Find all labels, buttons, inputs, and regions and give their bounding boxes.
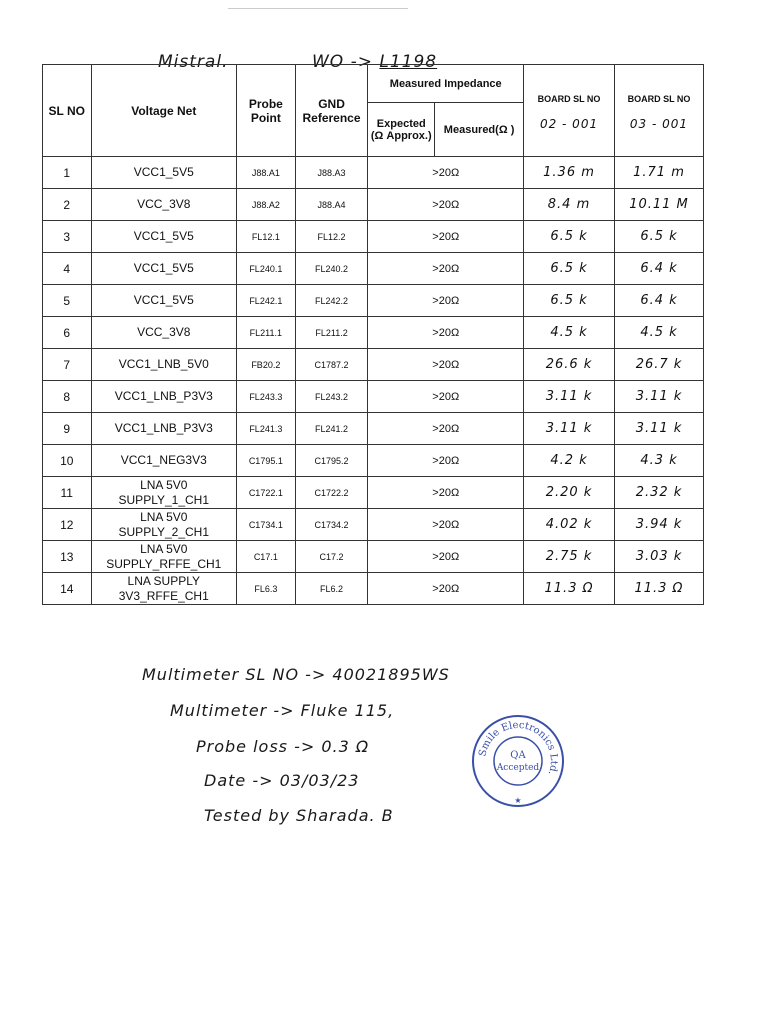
voltage-net-cell: VCC1_NEG3V3 — [91, 445, 237, 477]
table-row — [43, 381, 704, 413]
expected-cell: >20Ω — [368, 221, 524, 253]
probe-point-cell: FL242.1 — [237, 285, 296, 317]
expected-cell: >20Ω — [368, 445, 524, 477]
table-row — [43, 221, 704, 253]
voltage-net-cell: VCC1_5V5 — [91, 221, 237, 253]
header-sl-no: SL NO — [43, 65, 92, 157]
stamp-ring-text: Smile Electronics Ltd. — [477, 719, 560, 777]
voltage-net-cell: VCC1_LNB_P3V3 — [91, 413, 237, 445]
work-order-label: WO -> — [312, 52, 373, 72]
voltage-net-line-2: SUPPLY_RFFE_CH1 — [106, 556, 222, 571]
voltage-net-cell: VCC1_5V5 — [91, 253, 237, 285]
board-1-value-cell: 6.5 k — [524, 253, 615, 285]
header-board-1 — [524, 65, 615, 157]
stamp-center-accepted: Accepted — [496, 763, 540, 773]
gnd-reference-cell: FL211.2 — [295, 317, 368, 349]
board-2-value-cell: 3.03 k — [615, 541, 704, 573]
sl-cell: 12 — [43, 509, 92, 541]
board-2-value-cell: 3.11 k — [615, 413, 704, 445]
board-1-value-cell: 8.4 m — [524, 189, 615, 221]
stamp-inner-ring — [494, 737, 542, 785]
board-1-value-cell: 3.11 k — [524, 381, 615, 413]
gnd-reference-cell: FL242.2 — [295, 285, 368, 317]
expected-cell: >20Ω — [368, 317, 524, 349]
board-2-value-cell: 26.7 k — [615, 349, 704, 381]
voltage-net-cell: VCC1_5V5 — [91, 157, 237, 189]
board-2-value-cell: 11.3 Ω — [615, 573, 704, 605]
voltage-net-cell: VCC_3V8 — [91, 317, 237, 349]
star-icon: ★ — [514, 796, 522, 805]
probe-point-cell: FL6.3 — [237, 573, 296, 605]
board-1-value-cell: 3.11 k — [524, 413, 615, 445]
header-measured: Measured(Ω ) — [435, 103, 524, 157]
board-1-value-cell: 1.36 m — [524, 157, 615, 189]
gnd-reference-cell: FL243.2 — [295, 381, 368, 413]
sl-cell: 7 — [43, 349, 92, 381]
voltage-net-cell — [91, 541, 237, 573]
gnd-reference-cell: C17.2 — [295, 541, 368, 573]
sl-cell: 10 — [43, 445, 92, 477]
table-row — [43, 477, 704, 509]
probe-point-cell: C1722.1 — [237, 477, 296, 509]
board-2-value-cell: 6.4 k — [615, 253, 704, 285]
voltage-net-cell: VCC1_LNB_P3V3 — [91, 381, 237, 413]
sl-cell: 2 — [43, 189, 92, 221]
board-1-value-cell: 6.5 k — [524, 285, 615, 317]
board-2-value-cell: 6.5 k — [615, 221, 704, 253]
gnd-reference-cell: FL12.2 — [295, 221, 368, 253]
expected-cell: >20Ω — [368, 157, 524, 189]
voltage-net-line-1: LNA 5V0 — [140, 541, 188, 556]
expected-cell: >20Ω — [368, 189, 524, 221]
stamp-center-qa: QA — [510, 750, 526, 761]
table-row — [43, 413, 704, 445]
header-measured-impedance: Measured Impedance — [368, 65, 524, 103]
voltage-net-cell — [91, 509, 237, 541]
expected-cell: >20Ω — [368, 413, 524, 445]
voltage-net-cell: VCC1_LNB_5V0 — [91, 349, 237, 381]
voltage-net-cell: VCC_3V8 — [91, 189, 237, 221]
board-1-value-cell: 26.6 k — [524, 349, 615, 381]
board-2-value-cell: 2.32 k — [615, 477, 704, 509]
voltage-net-line-2: SUPPLY_2_CH1 — [118, 524, 210, 539]
probe-point-cell: FL12.1 — [237, 221, 296, 253]
board-2-label: BOARD SL NO — [627, 93, 691, 104]
table-row — [43, 189, 704, 221]
header-expected: Expected (Ω Approx.) — [368, 103, 435, 157]
probe-loss: Probe loss -> 0.3 Ω — [196, 737, 370, 756]
board-1-value-cell: 2.20 k — [524, 477, 615, 509]
gnd-reference-cell: C1722.2 — [295, 477, 368, 509]
probe-point-cell: FB20.2 — [237, 349, 296, 381]
board-1-value-cell: 4.2 k — [524, 445, 615, 477]
expected-cell: >20Ω — [368, 509, 524, 541]
board-1-value-cell: 6.5 k — [524, 221, 615, 253]
table-row — [43, 285, 704, 317]
gnd-reference-cell: C1734.2 — [295, 509, 368, 541]
board-2-value-cell: 10.11 M — [615, 189, 704, 221]
voltage-net-cell — [91, 573, 237, 605]
board-1-serial: 02 - 001 — [539, 116, 599, 131]
board-1-label: BOARD SL NO — [537, 93, 601, 104]
gnd-reference-cell: C1787.2 — [295, 349, 368, 381]
voltage-net-line-1: LNA 5V0 — [140, 477, 188, 492]
board-1-value-cell: 4.02 k — [524, 509, 615, 541]
tested-by: Tested by Sharada. B — [204, 806, 394, 825]
board-2-value-cell: 3.11 k — [615, 381, 704, 413]
sl-cell: 5 — [43, 285, 92, 317]
gnd-reference-cell: C1795.2 — [295, 445, 368, 477]
board-1-value-cell: 2.75 k — [524, 541, 615, 573]
sl-cell: 4 — [43, 253, 92, 285]
sl-cell: 13 — [43, 541, 92, 573]
board-2-value-cell: 4.5 k — [615, 317, 704, 349]
gnd-reference-cell: J88.A3 — [295, 157, 368, 189]
board-1-value-cell: 11.3 Ω — [524, 573, 615, 605]
expected-cell: >20Ω — [368, 541, 524, 573]
gnd-reference-cell: FL241.2 — [295, 413, 368, 445]
table-row — [43, 157, 704, 189]
voltage-net-line-2: SUPPLY_1_CH1 — [118, 492, 210, 507]
table-body — [43, 157, 704, 605]
gnd-reference-cell: FL6.2 — [295, 573, 368, 605]
table-row — [43, 541, 704, 573]
expected-cell: >20Ω — [368, 349, 524, 381]
sl-cell: 14 — [43, 573, 92, 605]
expected-cell: >20Ω — [368, 381, 524, 413]
gnd-reference-cell: J88.A4 — [295, 189, 368, 221]
sl-cell: 3 — [43, 221, 92, 253]
probe-point-cell: C1795.1 — [237, 445, 296, 477]
board-2-serial: 03 - 001 — [629, 116, 689, 131]
multimeter-serial: Multimeter SL NO -> 40021895WS — [142, 665, 450, 684]
scan-edge-line — [228, 8, 408, 9]
board-2-value-cell: 1.71 m — [615, 157, 704, 189]
probe-point-cell: J88.A2 — [237, 189, 296, 221]
board-2-value-cell: 3.94 k — [615, 509, 704, 541]
sl-cell: 11 — [43, 477, 92, 509]
multimeter-model: Multimeter -> Fluke 115, — [170, 701, 395, 720]
gnd-reference-cell: FL240.2 — [295, 253, 368, 285]
probe-point-cell: FL240.1 — [237, 253, 296, 285]
table-row — [43, 317, 704, 349]
table-row — [43, 253, 704, 285]
table-row — [43, 445, 704, 477]
board-1-value-cell: 4.5 k — [524, 317, 615, 349]
header-board-2 — [615, 65, 704, 157]
voltage-net-line-1: LNA SUPPLY — [127, 573, 200, 588]
sl-cell: 1 — [43, 157, 92, 189]
header-voltage-net: Voltage Net — [91, 65, 237, 157]
customer-note: Mistral. — [158, 52, 229, 72]
sl-cell: 9 — [43, 413, 92, 445]
probe-point-cell: FL243.3 — [237, 381, 296, 413]
table-row — [43, 573, 704, 605]
sl-cell: 6 — [43, 317, 92, 349]
qa-stamp — [470, 713, 566, 809]
voltage-net-cell — [91, 477, 237, 509]
probe-point-cell: C1734.1 — [237, 509, 296, 541]
header-gnd-reference: GND Reference — [295, 65, 368, 157]
board-2-value-cell: 4.3 k — [615, 445, 704, 477]
voltage-net-line-1: LNA 5V0 — [140, 509, 188, 524]
sl-cell: 8 — [43, 381, 92, 413]
impedance-table — [42, 64, 704, 605]
table-row — [43, 349, 704, 381]
expected-cell: >20Ω — [368, 285, 524, 317]
header-probe-point: Probe Point — [237, 65, 296, 157]
probe-point-cell: J88.A1 — [237, 157, 296, 189]
test-date: Date -> 03/03/23 — [204, 771, 360, 790]
voltage-net-cell: VCC1_5V5 — [91, 285, 237, 317]
voltage-net-line-2: 3V3_RFFE_CH1 — [118, 588, 209, 603]
expected-cell: >20Ω — [368, 477, 524, 509]
expected-cell: >20Ω — [368, 253, 524, 285]
probe-point-cell: C17.1 — [237, 541, 296, 573]
work-order-number: L1198 — [379, 52, 438, 72]
table-row — [43, 509, 704, 541]
probe-point-cell: FL211.1 — [237, 317, 296, 349]
board-2-value-cell: 6.4 k — [615, 285, 704, 317]
probe-point-cell: FL241.3 — [237, 413, 296, 445]
expected-cell: >20Ω — [368, 573, 524, 605]
